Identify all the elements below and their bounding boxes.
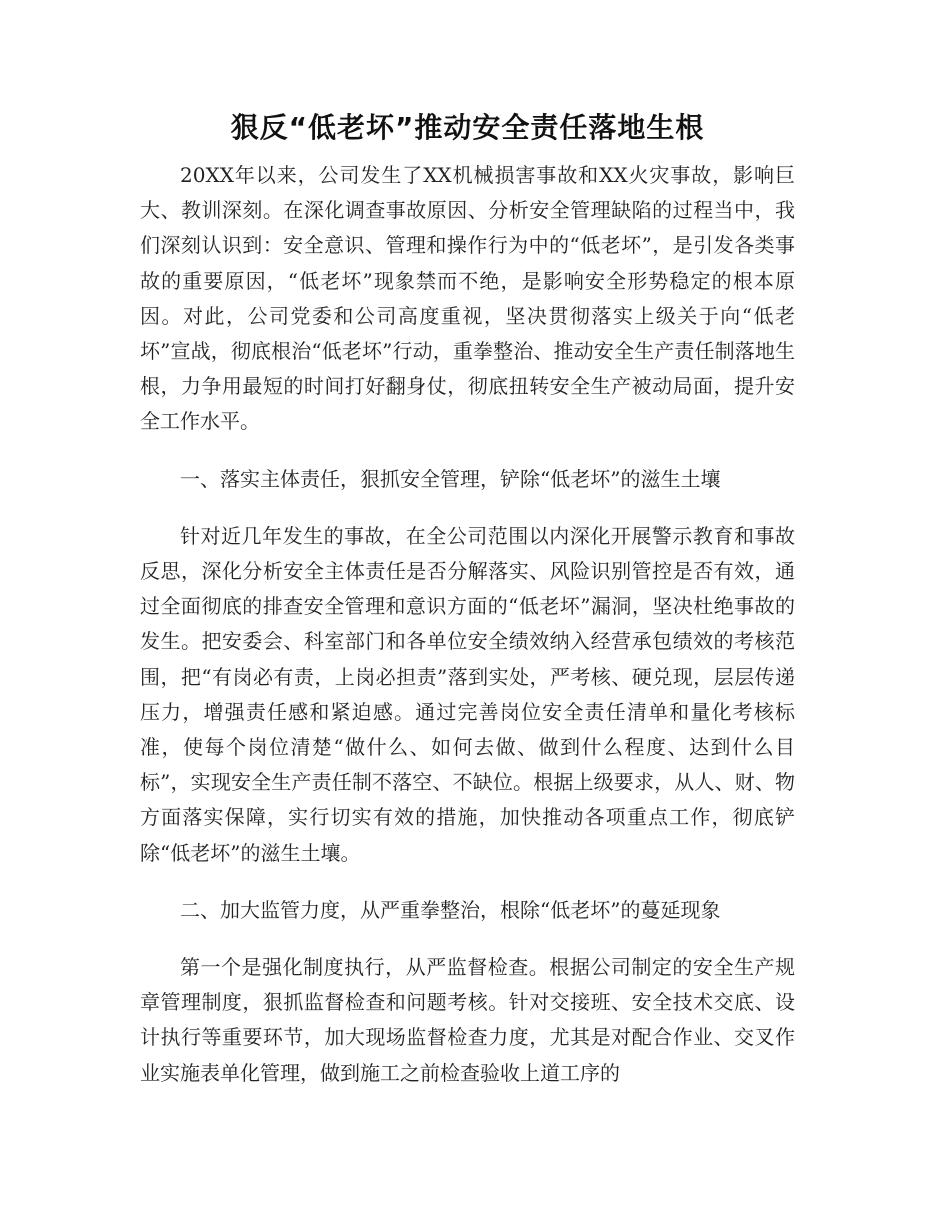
document-title: 狠反“低老坏”推动安全责任落地生根 <box>230 111 705 144</box>
section-2-paragraph: 第一个是强化制度执行，从严监督检查。根据公司制定的安全生产规章管理制度，狠抓监督检查和问题考核。针对交接班、安全技术交底、设计执行等重要环节，加大现场监督检查力度，尤其是对配合作业、交叉作业实施表单化管理，做到施工之前检查验收上道工序的 <box>140 955 795 1085</box>
section-2-heading: 二、加大监管力度，从严重拳整治，根除“低老坏”的蔓延现象 <box>180 897 721 922</box>
section-1-paragraph: 针对近几年发生的事故，在全公司范围以内深化开展警示教育和事故反思，深化分析安全主体责任是否分解落实、风险识别管控是否有效，通过全面彻底的排查安全管理和意识方面的“低老坏”漏洞，坚决杜绝事故的发生。把安委会、科室部门和各单位安全绩效纳入经营承包绩效的考核范围，把“有岗必有责，上岗必担责”落到实处，严考核、硬兑现，层层传递压力，增强责任感和紧迫感。通过完善岗位安全责任清单和量化考核标准，使每个岗位清楚“做什么、如何去做、做到什么程度、达到什么目标”，实现安全生产责任制不落空、不缺位。根据上级要求，从人、财、物方面落实保障，实行切实有效的措施，加快推动各项重点工作，彻底铲除“低老坏”的滋生土壤。 <box>140 523 795 865</box>
document-page <box>140 108 795 1113</box>
section-1-heading: 一、落实主体责任，狠抓安全管理，铲除“低老坏”的滋生土壤 <box>180 466 721 491</box>
intro-paragraph: 20XX年以来，公司发生了XX机械损害事故和XX火灾事故，影响巨大、教训深刻。在深化调查事故原因、分析安全管理缺陷的过程当中，我们深刻认识到：安全意识、管理和操作行为中的“低老坏”，是引发各类事故的重要原因，“低老坏”现象禁而不绝，是影响安全形势稳定的根本原因。对此，公司党委和公司高度重视，坚决贯彻落实上级关于向“低老坏”宣战，彻底根治“低老坏”行动，重拳整治、推动安全生产责任制落地生根，力争用最短的时间打好翻身仗，彻底扭转安全生产被动局面，提升安全工作水平。 <box>140 163 795 434</box>
